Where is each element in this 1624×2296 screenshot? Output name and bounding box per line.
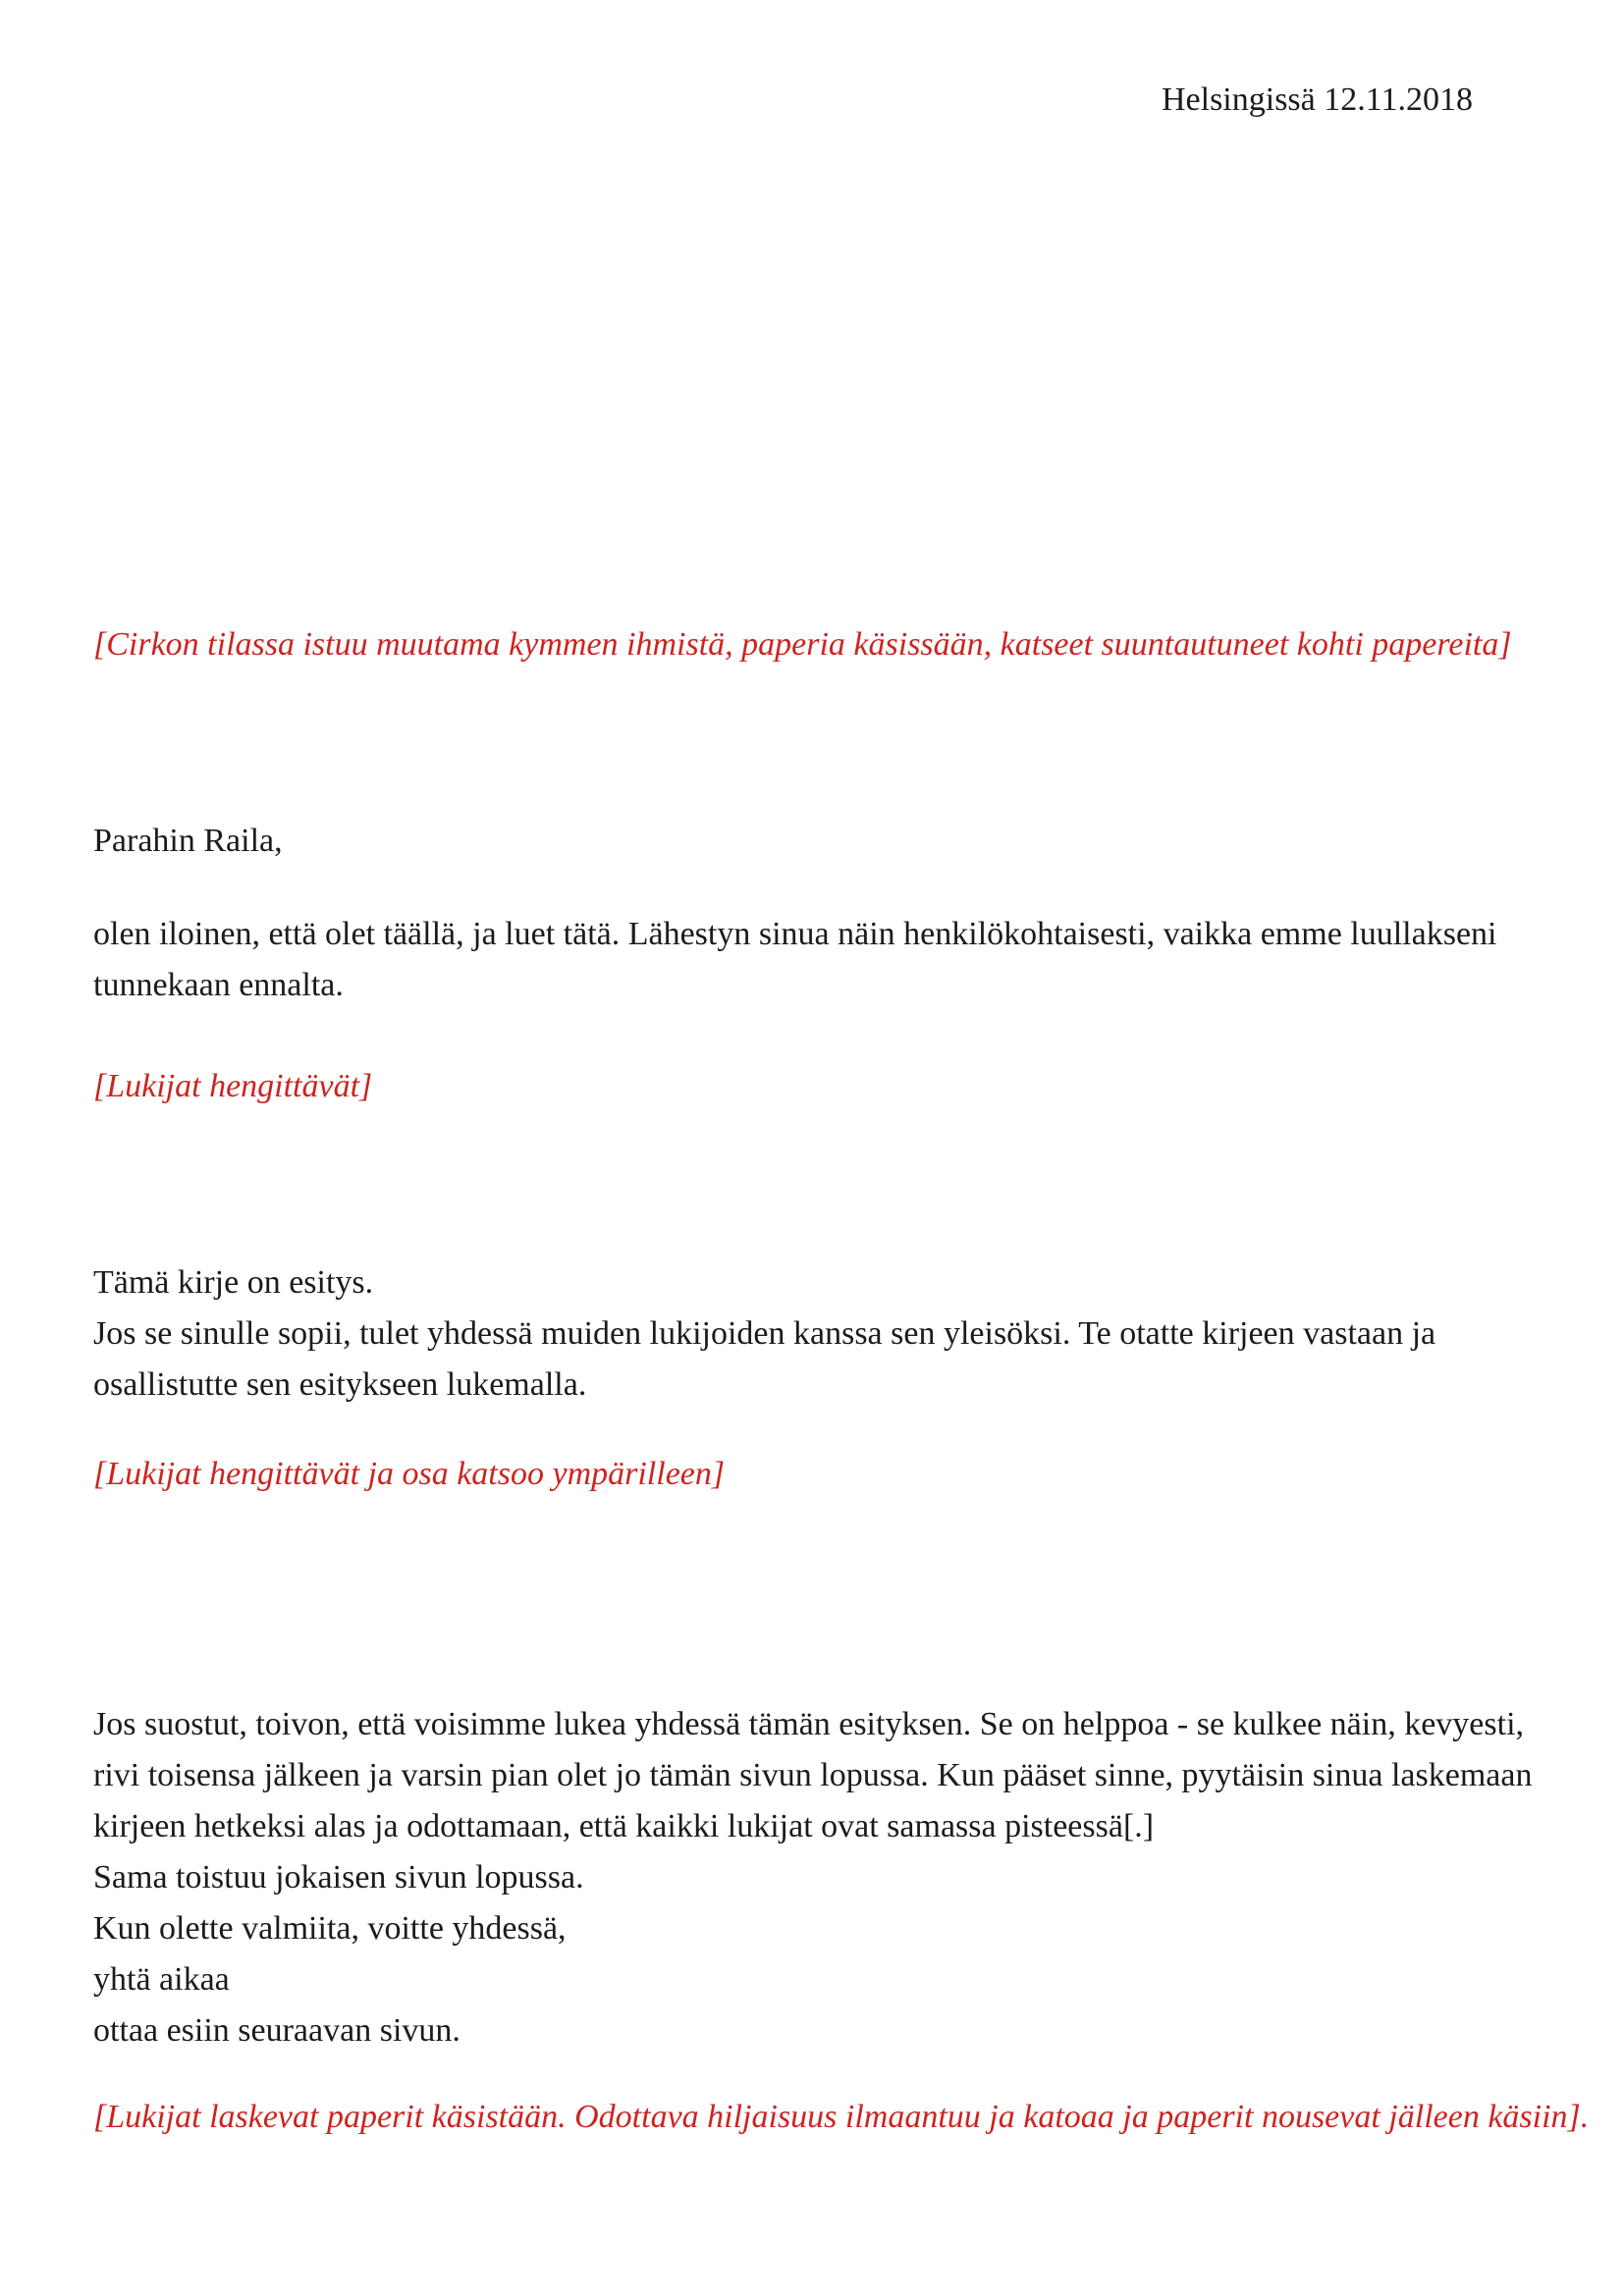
paragraph-line: Sama toistuu jokaisen sivun lopussa.	[93, 1859, 584, 1896]
paragraph-line: yhtä aikaa	[93, 1961, 230, 1998]
paragraph-line: Kun olette valmiita, voitte yhdessä,	[93, 1910, 567, 1947]
paragraph-line: rivi toisensa jälkeen ja varsin pian olet jo tämän sivun lopussa. Kun pääset sinne, pyytäisin sinua laskemaan	[93, 1757, 1533, 1793]
paragraph-3	[93, 1699, 1533, 2056]
stage-direction-breath-look	[93, 1449, 1477, 1500]
stage-direction-text: [Cirkon tilassa istuu muutama kymmen ihmistä, paperia käsissään, katseet suuntautuneet kohti papereita]	[93, 626, 1512, 663]
stage-direction-text: [Lukijat laskevat paperit käsistään. Odottava hiljaisuus ilmaantuu ja katoaa ja paperit nousevat jälleen käsiin].	[93, 2099, 1590, 2135]
stage-direction-text: [Lukijat hengittävät ja osa katsoo ympärilleen]	[93, 1456, 726, 1492]
paragraph-line: Jos se sinulle sopii, tulet yhdessä muiden lukijoiden kanssa sen yleisöksi. Te otatte kirjeen vastaan ja	[93, 1315, 1436, 1352]
stage-direction-opening	[93, 619, 1512, 670]
paragraph-1	[93, 909, 1497, 1011]
paragraph-2	[93, 1257, 1477, 1411]
dateline: Helsingissä 12.11.2018	[1161, 81, 1473, 118]
paragraph-line: Tämä kirje on esitys.	[93, 1264, 374, 1301]
stage-direction-breath	[93, 1061, 1477, 1112]
paragraph-line: ottaa esiin seuraavan sivun.	[93, 2012, 460, 2049]
paragraph-line: tunnekaan ennalta.	[93, 967, 344, 1003]
paragraph-line: osallistutte sen esitykseen lukemalla.	[93, 1366, 587, 1403]
paragraph-line: kirjeen hetkeksi alas ja odottamaan, että kaikki lukijat ovat samassa pisteessä[.]	[93, 1808, 1155, 1844]
salutation-text: Parahin Raila,	[93, 823, 283, 859]
salutation	[93, 816, 1477, 867]
paragraph-line: Jos suostut, toivon, että voisimme lukea yhdessä tämän esityksen. Se on helppoa - se kulkee näin, kevyesti,	[93, 1706, 1525, 1742]
stage-direction-text: [Lukijat hengittävät]	[93, 1068, 373, 1104]
stage-direction-closing	[93, 2092, 1590, 2143]
paragraph-line: olen iloinen, että olet täällä, ja luet tätä. Lähestyn sinua näin henkilökohtaisesti, vaikka emme luullakseni	[93, 916, 1497, 952]
